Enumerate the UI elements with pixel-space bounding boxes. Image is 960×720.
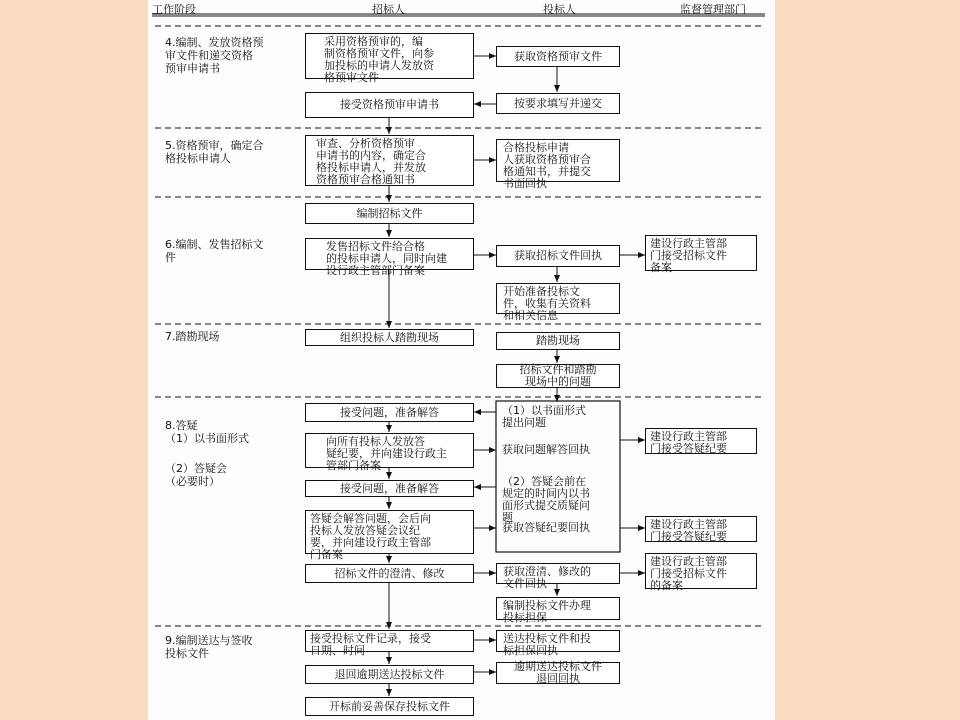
stage-label-8: 8.答疑 （1）以书面形式 — [165, 419, 249, 445]
tenderer-prepare-tender-docs-box: 编制招标文件 — [305, 203, 474, 224]
bidder-minutes-receipt-text: 获取答疑纪要回执 — [502, 521, 590, 534]
authority-tender-docs-filing-box: 建设行政主管部 门接受招标文件 备案 — [645, 235, 757, 271]
tenderer-answer-meeting-box: 答疑会解答问题，会后向 投标人发放答疑会议纪 要，并向建设行政主管部 门备案 — [305, 510, 474, 554]
bidder-questions-box: 招标文件和踏勘 现场中的问题 — [496, 364, 620, 388]
column-header-stage: 工作阶段 — [152, 3, 196, 16]
bidder-tender-docs-receipt-box: 获取招标文件回执 — [496, 245, 620, 267]
column-header-tenderer: 招标人 — [372, 3, 405, 16]
bidder-late-bid-return-box: 逾期送达投标文件 退回回执 — [496, 662, 620, 684]
authority-meeting-minutes-box: 建设行政主管部 门接受答疑纪要 — [645, 516, 757, 542]
tenderer-sell-tender-docs-box: 发售招标文件给合格 的投标申请人，同时向建 设行政主管部门备案 — [305, 238, 474, 270]
tenderer-return-late-bids-box: 退回逾期送达投标文件 — [305, 665, 474, 684]
bidder-answer-receipt-text: 获取问题解答回执 — [502, 443, 590, 456]
authority-clarification-minutes-box: 建设行政主管部 门接受答疑纪要 — [645, 428, 757, 454]
tenderer-organize-site-visit-box: 组织投标人踏勘现场 — [305, 329, 474, 346]
stage-label-5: 5.资格预审，确定合 格投标申请人 — [165, 139, 264, 165]
bidder-start-preparing-box: 开始准备投标文 件，收集有关资料 和相关信息 — [496, 283, 620, 314]
column-header-authority: 监督管理部门 — [680, 3, 746, 16]
stage-label-8-meeting: （2）答疑会 （必要时） — [165, 462, 227, 488]
stage-label-9: 9.编制送达与签收 投标文件 — [165, 634, 253, 660]
tenderer-keep-bids-box: 开标前妥善保存投标文件 — [305, 697, 474, 716]
bidder-receive-qualification-box: 合格投标申请 人获取资格预审合 格通知书，并提交 书面回执 — [496, 139, 620, 182]
stage-label-7: 7.踏勘现场 — [165, 330, 220, 343]
bidder-obtain-prequal-docs-box: 获取资格预审文件 — [496, 46, 620, 67]
bidder-written-questions-text: （1）以书面形式 提出问题 — [502, 404, 586, 429]
tenderer-review-application-box: 审查、分析资格预审 申请书的内容，确定合 格投标申请人，并发放 资格预审合格通知书 — [305, 135, 474, 186]
tenderer-issue-clarification-box: 向所有投标人发放答 疑纪要，并向建设行政主 管部门备案 — [305, 433, 474, 468]
tenderer-receive-questions-box: 接受问题，准备解答 — [305, 403, 474, 422]
bidder-fill-submit-box: 按要求填写并递交 — [496, 93, 620, 114]
bidder-site-visit-box: 踏勘现场 — [496, 332, 620, 350]
tenderer-clarify-modify-box: 招标文件的澄清、修改 — [305, 564, 474, 583]
bidder-clarification-receipt-box: 获取澄清、修改的 文件回执 — [496, 563, 620, 584]
stage-label-4: 4.编制、发放资格预 审文件和递交资格 预审申请书 — [165, 36, 264, 75]
bidder-prepare-bid-box: 编制投标文件办理 投标担保 — [496, 597, 620, 620]
column-header-bidder: 投标人 — [543, 3, 576, 16]
tenderer-receive-questions-2-box: 接受问题，准备解答 — [305, 480, 474, 497]
tenderer-record-bids-box: 接受投标文件记录，接受 日期、时间 — [305, 630, 474, 652]
authority-modification-filing-box: 建设行政主管部 门接受招标文件 的备案 — [645, 553, 757, 589]
tenderer-prequal-docs-box: 采用资格预审的，编 制资格预审文件，向参 加投标的申请人发放资 格预审文件 — [305, 33, 474, 79]
bidder-deliver-bid-box: 送达投标文件和投 标担保回执 — [496, 630, 620, 652]
stage-label-6: 6.编制、发售招标文 件 — [165, 238, 264, 264]
tenderer-receive-application-box: 接受资格预审申请书 — [305, 92, 474, 118]
bidder-pre-meeting-questions-text: （2）答疑会前在 规定的时间内以书 面形式提交质疑问 题 — [502, 475, 590, 524]
